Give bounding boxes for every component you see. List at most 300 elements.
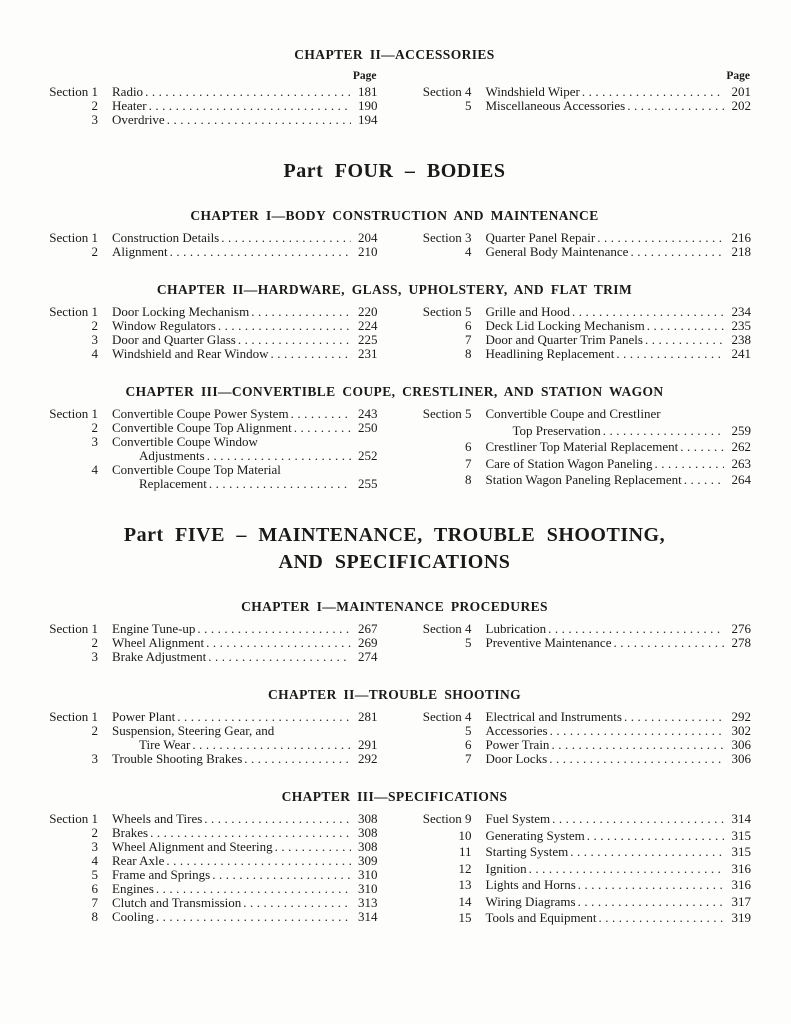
chapter-title: CHAPTER II—TROUBLE SHOOTING xyxy=(267,687,522,702)
entry-section-number: Section 5 xyxy=(422,406,472,421)
entry-label: Wiring Diagrams xyxy=(485,893,576,909)
entry-label: Electrical and Instruments xyxy=(485,709,622,724)
entry-page-number: 315 xyxy=(731,844,751,859)
dot-leader xyxy=(627,99,724,113)
entry-label: Window Regulators xyxy=(112,318,216,333)
dot-leader xyxy=(238,333,351,347)
entry-label: Crestliner Top Material Replacement xyxy=(485,439,679,454)
entry-label: Door Locks xyxy=(485,751,548,766)
toc-entry xyxy=(38,319,378,333)
entry-page-number: 309 xyxy=(358,853,378,868)
chapter-title: CHAPTER I—BODY CONSTRUCTION AND MAINTENANCE xyxy=(190,208,599,223)
toc-entry xyxy=(38,868,378,882)
entry-label: Care of Station Wagon Paneling xyxy=(485,455,653,471)
entry-label: Fuel System xyxy=(485,811,551,826)
toc-entry xyxy=(38,812,378,826)
toc-entry xyxy=(38,910,378,924)
toc-entry-continuation xyxy=(412,424,752,438)
entry-label: Door and Quarter Trim Panels xyxy=(485,332,643,347)
toc-entry xyxy=(412,829,752,843)
entry-page-number: 201 xyxy=(731,84,751,99)
entry-label: Wheel Alignment and Steering xyxy=(112,839,273,854)
entry-page-number: 190 xyxy=(358,98,378,113)
entry-page-number: 241 xyxy=(731,346,751,361)
entry-section-number: 13 xyxy=(458,877,472,892)
entry-section-number: 6 xyxy=(91,881,98,896)
chapter-columns xyxy=(38,622,751,664)
entry-page-number: 281 xyxy=(358,709,378,724)
chapter-title: CHAPTER II—ACCESSORIES xyxy=(294,47,495,62)
entry-label-continuation: Tire Wear xyxy=(139,737,191,752)
entry-page-number: 243 xyxy=(358,406,378,421)
toc-entry xyxy=(38,854,378,868)
entry-label: Preventive Maintenance xyxy=(485,635,612,650)
dot-leader xyxy=(150,826,350,840)
toc-entry xyxy=(38,463,378,477)
entry-section-number: 3 xyxy=(91,332,98,347)
toc-entry xyxy=(412,622,752,636)
page-column-header: Page xyxy=(726,70,750,82)
entry-page-number: 316 xyxy=(731,860,751,876)
toc-entry xyxy=(412,333,752,347)
entry-page-number: 238 xyxy=(731,332,751,347)
chapter-columns xyxy=(38,812,751,925)
toc-column xyxy=(38,70,378,127)
dot-leader xyxy=(156,910,351,924)
entry-section-number: 7 xyxy=(465,455,472,471)
toc-column xyxy=(38,710,378,766)
entry-label: Quarter Panel Repair xyxy=(485,230,596,245)
toc-entry-continuation xyxy=(38,738,378,752)
entry-label: Trouble Shooting Brakes xyxy=(112,751,243,766)
entry-section-number: Section 1 xyxy=(49,621,98,636)
toc-entry xyxy=(412,636,752,650)
toc-entry xyxy=(38,826,378,840)
dot-leader xyxy=(552,812,724,826)
entry-section-number: Section 3 xyxy=(422,230,472,245)
entry-section-number: 5 xyxy=(465,723,472,738)
entry-section-number: 7 xyxy=(91,895,98,910)
entry-label: Engine Tune-up xyxy=(112,621,196,636)
toc-entry xyxy=(38,650,378,664)
toc-column xyxy=(38,812,378,925)
toc-entry-continuation xyxy=(38,449,378,463)
chapter-columns xyxy=(38,231,751,259)
entry-page-number: 308 xyxy=(358,825,378,840)
entry-label: Suspension, Steering Gear, and xyxy=(112,723,275,738)
dot-leader xyxy=(206,636,350,650)
entry-section-number: Section 9 xyxy=(422,811,472,826)
entry-label: Convertible Coupe Window xyxy=(112,434,258,449)
toc-entry-continuation xyxy=(38,477,378,491)
toc-entry xyxy=(412,911,752,925)
entry-label: Wheel Alignment xyxy=(112,635,205,650)
entry-section-number: Section 1 xyxy=(49,304,98,319)
entry-section-number: 6 xyxy=(465,318,472,333)
toc-entry xyxy=(412,231,752,245)
toc-entry xyxy=(38,435,378,449)
chapter-title: CHAPTER III—CONVERTIBLE COUPE, CRESTLINER, AND STATION WAGON xyxy=(125,384,664,399)
entry-section-number: 2 xyxy=(91,635,98,650)
entry-section-number: Section 1 xyxy=(49,709,98,724)
entry-label: Accessories xyxy=(485,723,548,738)
dot-leader xyxy=(207,449,351,463)
entry-label: Windshield and Rear Window xyxy=(112,346,269,361)
entry-section-number: Section 4 xyxy=(422,84,472,99)
entry-page-number: 308 xyxy=(358,811,378,826)
entry-section-number: Section 1 xyxy=(49,230,98,245)
dot-leader xyxy=(550,724,724,738)
entry-section-number: Section 1 xyxy=(49,406,98,421)
entry-page-number: 269 xyxy=(358,635,378,650)
toc-entry xyxy=(412,812,752,826)
dot-leader xyxy=(613,636,724,650)
entry-page-number: 218 xyxy=(731,244,751,259)
toc-entry xyxy=(38,752,378,766)
dot-leader xyxy=(197,622,350,636)
chapter-block xyxy=(38,208,751,259)
entry-section-number: 2 xyxy=(91,98,98,113)
toc-entry xyxy=(412,319,752,333)
entry-section-number: 7 xyxy=(465,332,472,347)
dot-leader xyxy=(624,710,724,724)
entry-section-number: 3 xyxy=(91,839,98,854)
entry-page-number: 314 xyxy=(731,811,751,826)
dot-leader xyxy=(212,868,350,882)
entry-section-number: 14 xyxy=(458,893,472,909)
entry-page-number: 250 xyxy=(358,420,378,435)
dot-leader xyxy=(244,752,350,766)
dot-leader xyxy=(192,738,350,752)
toc-column xyxy=(412,305,752,361)
toc-column xyxy=(412,407,752,491)
entry-label: Convertible Coupe Top Material xyxy=(112,462,281,477)
dot-leader xyxy=(570,845,724,859)
entry-label: Brakes xyxy=(112,825,149,840)
dot-leader xyxy=(647,319,724,333)
dot-leader xyxy=(578,895,724,909)
entry-section-number: Section 5 xyxy=(422,304,472,319)
entry-section-number: 12 xyxy=(458,860,472,876)
entry-section-number: Section 1 xyxy=(49,811,98,826)
toc-column xyxy=(38,622,378,664)
entry-label: Alignment xyxy=(112,244,168,259)
dot-leader xyxy=(218,319,351,333)
entry-section-number: 3 xyxy=(91,112,98,127)
entry-page-number: 306 xyxy=(731,751,751,766)
entry-label: Engines xyxy=(112,881,154,896)
entry-section-number: 4 xyxy=(91,346,98,361)
toc-entry xyxy=(38,840,378,854)
entry-section-number: 8 xyxy=(91,909,98,924)
entry-section-number: 15 xyxy=(458,910,472,925)
entry-page-number: 310 xyxy=(358,881,378,896)
entry-label: Clutch and Transmission xyxy=(112,895,242,910)
dot-leader xyxy=(243,896,350,910)
entry-section-number: 4 xyxy=(465,244,472,259)
chapter-columns xyxy=(38,710,751,766)
toc-entry xyxy=(412,473,752,487)
entry-label: Generating System xyxy=(485,827,585,843)
entry-page-number: 306 xyxy=(731,737,751,752)
entry-page-number: 314 xyxy=(358,909,378,924)
toc-entry xyxy=(38,724,378,738)
toc-entry xyxy=(412,347,752,361)
entry-page-number: 181 xyxy=(358,84,378,99)
entry-section-number: 11 xyxy=(458,844,472,859)
entry-section-number: 7 xyxy=(465,751,472,766)
entry-label: Cooling xyxy=(112,909,154,924)
page-column-header: Page xyxy=(352,70,377,82)
entry-label: Ignition xyxy=(485,860,527,876)
entry-section-number: 4 xyxy=(91,462,98,477)
entry-label: Deck Lid Locking Mechanism xyxy=(485,318,645,333)
entry-label: Convertible Coupe and Crestliner xyxy=(485,406,661,421)
chapter-block xyxy=(38,789,751,925)
dot-leader xyxy=(145,85,350,99)
toc-entry xyxy=(412,752,752,766)
toc-column xyxy=(412,710,752,766)
toc-entry xyxy=(412,457,752,471)
toc xyxy=(38,47,751,925)
toc-entry xyxy=(412,895,752,909)
dot-leader xyxy=(645,333,724,347)
chapter-title: CHAPTER III—SPECIFICATIONS xyxy=(281,789,508,804)
chapter-block xyxy=(38,599,751,664)
chapter-columns xyxy=(38,407,751,491)
chapter-columns xyxy=(38,305,751,361)
toc-column xyxy=(38,231,378,259)
entry-page-number: 263 xyxy=(731,455,751,471)
toc-entry xyxy=(38,347,378,361)
entry-section-number: 3 xyxy=(91,649,98,664)
dot-leader xyxy=(170,245,351,259)
dot-leader xyxy=(204,812,350,826)
entry-page-number: 194 xyxy=(358,112,378,127)
dot-leader xyxy=(549,752,724,766)
entry-page-number: 292 xyxy=(731,709,751,724)
part-heading xyxy=(38,158,751,185)
toc-entry xyxy=(38,231,378,245)
entry-label: Headlining Replacement xyxy=(485,346,615,361)
entry-section-number: 8 xyxy=(465,346,472,361)
entry-page-number: 313 xyxy=(358,895,378,910)
chapter-block xyxy=(38,47,751,127)
dot-leader xyxy=(684,473,724,487)
entry-label-continuation: Adjustments xyxy=(139,448,205,463)
entry-label: Door and Quarter Glass xyxy=(112,332,236,347)
entry-label: Convertible Coupe Top Alignment xyxy=(112,420,292,435)
entry-label: Convertible Coupe Power System xyxy=(112,406,289,421)
dot-leader xyxy=(275,840,351,854)
entry-page-number: 274 xyxy=(358,649,378,664)
entry-section-number: 6 xyxy=(465,439,472,454)
dot-leader xyxy=(548,622,724,636)
entry-label: General Body Maintenance xyxy=(485,244,629,259)
dot-leader xyxy=(221,231,350,245)
part-heading-line: Part FIVE – MAINTENANCE, TROUBLE SHOOTING, xyxy=(123,524,666,546)
dot-leader xyxy=(291,407,351,421)
entry-label: Wheels and Tires xyxy=(112,811,203,826)
entry-section-number: 2 xyxy=(91,318,98,333)
entry-label: Power Plant xyxy=(112,709,176,724)
entry-page-number: 315 xyxy=(731,827,751,843)
toc-entry xyxy=(38,896,378,910)
toc-entry xyxy=(38,113,378,127)
entry-section-number: Section 1 xyxy=(49,84,98,99)
toc-entry xyxy=(38,333,378,347)
entry-page-number: 234 xyxy=(731,304,751,319)
toc-entry xyxy=(412,862,752,876)
entry-label-continuation: Replacement xyxy=(139,476,207,491)
toc-column xyxy=(412,70,752,127)
part-heading-line: Part FOUR – BODIES xyxy=(283,160,506,182)
entry-label: Starting System xyxy=(485,844,569,859)
entry-label: Frame and Springs xyxy=(112,867,211,882)
chapter-block xyxy=(38,384,751,491)
toc-column xyxy=(412,812,752,925)
entry-page-number: 262 xyxy=(731,439,751,454)
dot-leader xyxy=(149,99,351,113)
entry-page-number: 302 xyxy=(731,723,751,738)
entry-section-number: 6 xyxy=(465,737,472,752)
dot-leader xyxy=(654,457,724,471)
toc-entry xyxy=(38,421,378,435)
entry-label: Tools and Equipment xyxy=(485,910,597,925)
entry-section-number: 8 xyxy=(465,472,472,487)
entry-label: Overdrive xyxy=(112,112,165,127)
dot-leader xyxy=(529,862,724,876)
entry-page-number: 276 xyxy=(731,621,751,636)
toc-entry xyxy=(38,710,378,724)
toc-entry xyxy=(38,622,378,636)
dot-leader xyxy=(578,878,724,892)
dot-leader xyxy=(680,440,724,454)
toc-column xyxy=(412,231,752,259)
dot-leader xyxy=(572,305,724,319)
toc-column xyxy=(412,622,752,664)
entry-label: Door Locking Mechanism xyxy=(112,304,250,319)
entry-section-number: 2 xyxy=(91,420,98,435)
toc-entry xyxy=(38,85,378,99)
entry-page-number: 267 xyxy=(358,621,378,636)
entry-page-number: 202 xyxy=(731,98,751,113)
part-heading xyxy=(38,522,751,576)
toc-entry xyxy=(38,99,378,113)
dot-leader xyxy=(582,85,724,99)
entry-page-number: 259 xyxy=(731,422,751,438)
entry-section-number: 10 xyxy=(458,827,472,843)
toc-entry xyxy=(412,305,752,319)
toc-column xyxy=(38,305,378,361)
toc-entry xyxy=(412,440,752,454)
entry-section-number: 2 xyxy=(91,825,98,840)
entry-page-number: 220 xyxy=(358,304,378,319)
entry-section-number: 5 xyxy=(465,98,472,113)
toc-entry xyxy=(38,636,378,650)
dot-leader xyxy=(587,829,724,843)
dot-leader xyxy=(294,421,351,435)
dot-leader xyxy=(251,305,350,319)
entry-page-number: 252 xyxy=(358,448,378,463)
entry-page-number: 310 xyxy=(358,867,378,882)
toc-entry xyxy=(412,85,752,99)
dot-leader xyxy=(208,650,350,664)
entry-section-number: 4 xyxy=(91,853,98,868)
entry-label: Rear Axle xyxy=(112,853,165,868)
dot-leader xyxy=(616,347,724,361)
entry-section-number: 2 xyxy=(91,723,98,738)
entry-section-number: 5 xyxy=(91,867,98,882)
entry-label: Power Train xyxy=(485,737,550,752)
toc-entry xyxy=(38,407,378,421)
entry-page-number: 316 xyxy=(731,877,751,892)
entry-page-number: 292 xyxy=(358,751,378,766)
entry-section-number: 3 xyxy=(91,751,98,766)
part-heading-line: AND SPECIFICATIONS xyxy=(278,551,511,573)
entry-label: Brake Adjustment xyxy=(112,649,207,664)
entry-label: Miscellaneous Accessories xyxy=(485,98,626,113)
toc-entry xyxy=(412,710,752,724)
entry-page-number: 231 xyxy=(358,346,378,361)
dot-leader xyxy=(599,911,724,925)
chapter-block xyxy=(38,687,751,766)
entry-label: Lights and Horns xyxy=(485,877,576,892)
entry-label-continuation: Top Preservation xyxy=(512,422,601,438)
dot-leader xyxy=(630,245,724,259)
dot-leader xyxy=(271,347,351,361)
entry-label: Grille and Hood xyxy=(485,304,570,319)
entry-label: Station Wagon Paneling Replacement xyxy=(485,472,682,487)
entry-page-number: 235 xyxy=(731,318,751,333)
entry-page-number: 278 xyxy=(731,635,751,650)
entry-section-number: 3 xyxy=(91,434,98,449)
entry-page-number: 317 xyxy=(731,893,751,909)
dot-leader xyxy=(597,231,724,245)
entry-page-number: 291 xyxy=(358,737,378,752)
entry-page-number: 224 xyxy=(358,318,378,333)
entry-page-number: 210 xyxy=(358,244,378,259)
chapter-block xyxy=(38,282,751,361)
entry-section-number: 2 xyxy=(91,244,98,259)
entry-label: Construction Details xyxy=(112,230,220,245)
chapter-title: CHAPTER I—MAINTENANCE PROCEDURES xyxy=(241,599,548,614)
toc-entry xyxy=(38,305,378,319)
toc-entry xyxy=(412,738,752,752)
entry-label: Windshield Wiper xyxy=(485,84,580,99)
dot-leader xyxy=(603,424,724,438)
toc-entry xyxy=(412,99,752,113)
entry-page-number: 255 xyxy=(358,476,378,491)
entry-page-number: 319 xyxy=(731,910,751,925)
dot-leader xyxy=(156,882,351,896)
dot-leader xyxy=(209,477,351,491)
entry-label: Heater xyxy=(112,98,147,113)
toc-entry xyxy=(412,407,752,421)
dot-leader xyxy=(167,113,351,127)
toc-column xyxy=(38,407,378,491)
entry-section-number: 5 xyxy=(465,635,472,650)
entry-label: Radio xyxy=(112,84,144,99)
entry-label: Lubrication xyxy=(485,621,547,636)
dot-leader xyxy=(551,738,724,752)
entry-page-number: 216 xyxy=(731,230,751,245)
entry-page-number: 225 xyxy=(358,332,378,347)
entry-page-number: 308 xyxy=(358,839,378,854)
chapter-title: CHAPTER II—HARDWARE, GLASS, UPHOLSTERY, AND FLAT TRIM xyxy=(156,282,633,297)
entry-section-number: Section 4 xyxy=(422,621,472,636)
toc-entry xyxy=(412,878,752,892)
